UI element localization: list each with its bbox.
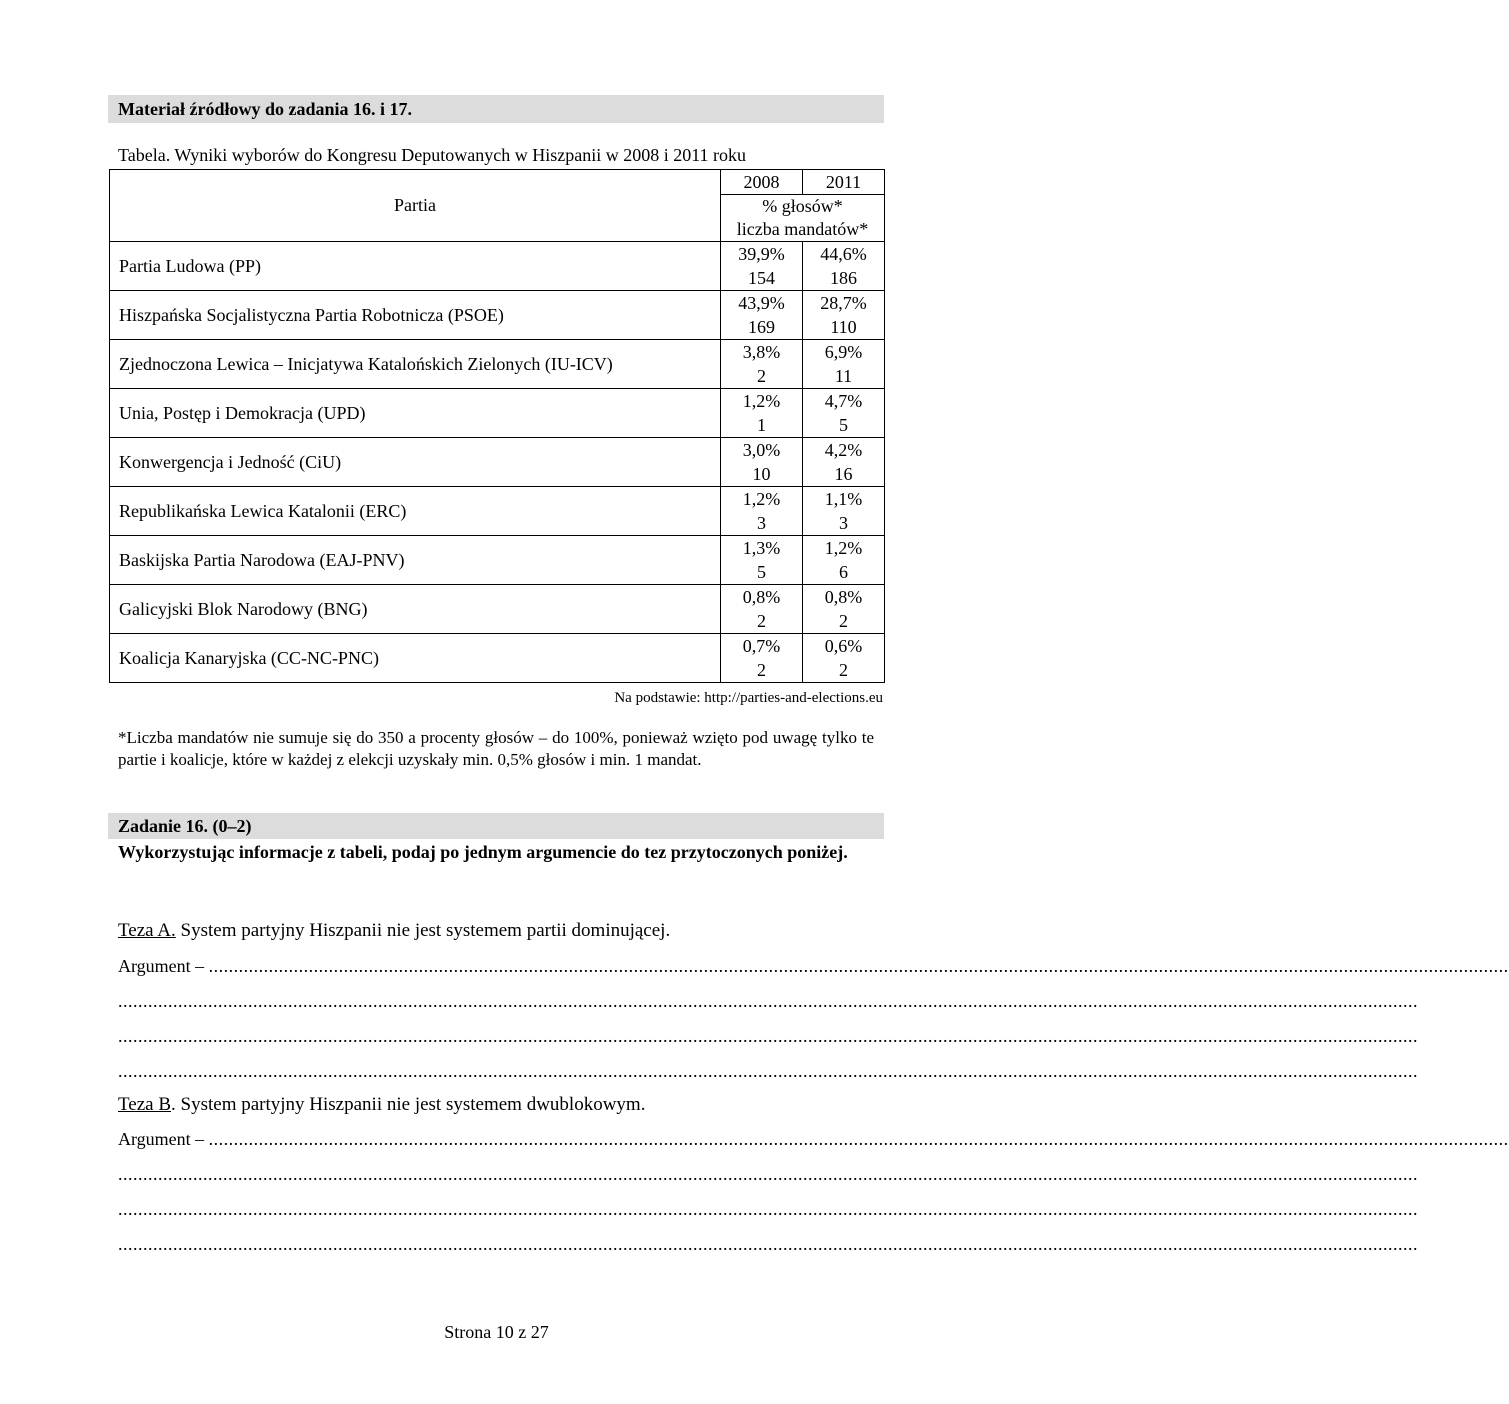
unit-votes: % głosów* xyxy=(762,196,843,216)
seat-count-2008: 5 xyxy=(757,562,766,582)
header-year-2011: 2011 xyxy=(803,170,885,195)
result-2008 xyxy=(721,242,803,291)
vote-percent-2011: 0,8% xyxy=(824,587,863,607)
vote-percent-2008: 43,9% xyxy=(738,293,785,313)
header-party: Partia xyxy=(110,170,721,242)
unit-seats: liczba mandatów* xyxy=(736,219,869,239)
party-name: Baskijska Partia Narodowa (EAJ-PNV) xyxy=(110,536,721,585)
vote-percent-2011: 0,6% xyxy=(824,636,863,656)
vote-percent-2011: 1,2% xyxy=(824,538,863,558)
seat-count-2008: 2 xyxy=(757,366,766,386)
answer-line[interactable] xyxy=(118,991,1418,1012)
header-year-2008: 2008 xyxy=(721,170,803,195)
vote-percent-2008: 1,2% xyxy=(742,489,781,509)
argument-label: Argument – xyxy=(118,1129,209,1149)
answer-line[interactable] xyxy=(118,1164,1418,1185)
result-2008 xyxy=(721,487,803,536)
seat-count-2008: 2 xyxy=(757,611,766,631)
vote-percent-2011: 4,7% xyxy=(824,391,863,411)
result-2011 xyxy=(803,389,885,438)
table-source: Na podstawie: http://parties-and-elections.eu xyxy=(614,690,883,706)
vote-percent-2008: 0,8% xyxy=(742,587,781,607)
thesis-a-argument-line[interactable] xyxy=(118,956,1509,977)
party-name: Zjednoczona Lewica – Inicjatywa Katalońskich Zielonych (IU-ICV) xyxy=(110,340,721,389)
result-2008 xyxy=(721,291,803,340)
answer-dots: .................................................................................................................................................................................................................................................................... xyxy=(208,1129,1509,1149)
seat-count-2008: 2 xyxy=(757,660,766,680)
thesis-b xyxy=(118,1094,645,1116)
table-header-row xyxy=(110,170,885,195)
table-row xyxy=(110,438,885,487)
argument-label: Argument – xyxy=(118,956,209,976)
vote-percent-2011: 4,2% xyxy=(824,440,863,460)
party-name: Republikańska Lewica Katalonii (ERC) xyxy=(110,487,721,536)
election-results-table xyxy=(109,169,885,683)
table-row xyxy=(110,291,885,340)
table-row xyxy=(110,242,885,291)
task-prompt: Wykorzystując informacje z tabeli, podaj po jednym argumencie do tez przytoczonych poniżej. xyxy=(118,842,848,862)
result-2008 xyxy=(721,438,803,487)
footnote: *Liczba mandatów nie sumuje się do 350 a procenty głosów – do 100%, ponieważ wzięto pod uwagę tylko te partie i koalicje, które w każdej z elekcji uzyskały min. 0,5% głosów i min. 1 mandat. xyxy=(118,728,874,769)
table-row xyxy=(110,487,885,536)
result-2008 xyxy=(721,634,803,683)
result-2011 xyxy=(803,536,885,585)
party-name: Partia Ludowa (PP) xyxy=(110,242,721,291)
seat-count-2011: 186 xyxy=(830,268,857,288)
result-2008 xyxy=(721,536,803,585)
vote-percent-2011: 44,6% xyxy=(820,244,867,264)
thesis-b-text: . System partyjny Hiszpanii nie jest systemem dwublokowym. xyxy=(171,1094,646,1115)
result-2008 xyxy=(721,340,803,389)
answer-dots: .................................................................................................................................................................................................................................................................... xyxy=(208,956,1509,976)
answer-line[interactable] xyxy=(118,1234,1418,1255)
seat-count-2011: 2 xyxy=(839,660,848,680)
answer-line[interactable] xyxy=(118,1061,1418,1082)
answer-line[interactable] xyxy=(118,1199,1418,1220)
result-2011 xyxy=(803,634,885,683)
vote-percent-2011: 6,9% xyxy=(824,342,863,362)
result-2011 xyxy=(803,438,885,487)
seat-count-2011: 3 xyxy=(839,513,848,533)
seat-count-2008: 154 xyxy=(748,268,775,288)
seat-count-2008: 169 xyxy=(748,317,775,337)
page-number: Strona 10 z 27 xyxy=(444,1322,549,1342)
vote-percent-2008: 1,2% xyxy=(742,391,781,411)
vote-percent-2008: 0,7% xyxy=(742,636,781,656)
thesis-b-label: Teza B xyxy=(118,1094,172,1115)
result-2011 xyxy=(803,340,885,389)
result-2008 xyxy=(721,585,803,634)
result-2011 xyxy=(803,291,885,340)
task-heading: Zadanie 16. (0–2) xyxy=(108,813,884,839)
answer-dots: .................................................................................................................................................................................................................................................................... xyxy=(118,1026,1418,1046)
answer-dots: .................................................................................................................................................................................................................................................................... xyxy=(118,1199,1418,1219)
party-name: Unia, Postęp i Demokracja (UPD) xyxy=(110,389,721,438)
vote-percent-2008: 1,3% xyxy=(742,538,781,558)
vote-percent-2008: 39,9% xyxy=(738,244,785,264)
result-2008 xyxy=(721,389,803,438)
seat-count-2008: 3 xyxy=(757,513,766,533)
party-name: Galicyjski Blok Narodowy (BNG) xyxy=(110,585,721,634)
party-name: Koalicja Kanaryjska (CC-NC-PNC) xyxy=(110,634,721,683)
answer-dots: .................................................................................................................................................................................................................................................................... xyxy=(118,1164,1418,1184)
answer-line[interactable] xyxy=(118,1026,1418,1047)
party-name: Hiszpańska Socjalistyczna Partia Robotnicza (PSOE) xyxy=(110,291,721,340)
seat-count-2008: 1 xyxy=(757,415,766,435)
seat-count-2011: 110 xyxy=(830,317,857,337)
vote-percent-2008: 3,8% xyxy=(742,342,781,362)
table-row xyxy=(110,585,885,634)
result-2011 xyxy=(803,487,885,536)
table-row xyxy=(110,536,885,585)
vote-percent-2011: 1,1% xyxy=(824,489,863,509)
source-material-heading: Materiał źródłowy do zadania 16. i 17. xyxy=(108,95,884,123)
seat-count-2011: 16 xyxy=(834,464,853,484)
table-row xyxy=(110,634,885,683)
seat-count-2011: 2 xyxy=(839,611,848,631)
seat-count-2011: 6 xyxy=(839,562,848,582)
thesis-b-argument-line[interactable] xyxy=(118,1129,1509,1150)
seat-count-2011: 11 xyxy=(834,366,853,386)
table-caption: Tabela. Wyniki wyborów do Kongresu Deputowanych w Hiszpanii w 2008 i 2011 roku xyxy=(118,145,747,165)
result-2011 xyxy=(803,585,885,634)
header-units xyxy=(721,195,885,242)
answer-dots: .................................................................................................................................................................................................................................................................... xyxy=(118,991,1418,1011)
answer-dots: .................................................................................................................................................................................................................................................................... xyxy=(118,1234,1418,1254)
seat-count-2011: 5 xyxy=(839,415,848,435)
vote-percent-2011: 28,7% xyxy=(820,293,867,313)
thesis-a-text: System partyjny Hiszpanii nie jest systemem partii dominującej. xyxy=(175,920,671,941)
thesis-a-label: Teza A. xyxy=(118,920,176,941)
result-2011 xyxy=(803,242,885,291)
party-name: Konwergencja i Jedność (CiU) xyxy=(110,438,721,487)
answer-dots: .................................................................................................................................................................................................................................................................... xyxy=(118,1061,1418,1081)
vote-percent-2008: 3,0% xyxy=(742,440,781,460)
table-row xyxy=(110,389,885,438)
thesis-a xyxy=(118,920,670,942)
seat-count-2008: 10 xyxy=(752,464,771,484)
table-row xyxy=(110,340,885,389)
